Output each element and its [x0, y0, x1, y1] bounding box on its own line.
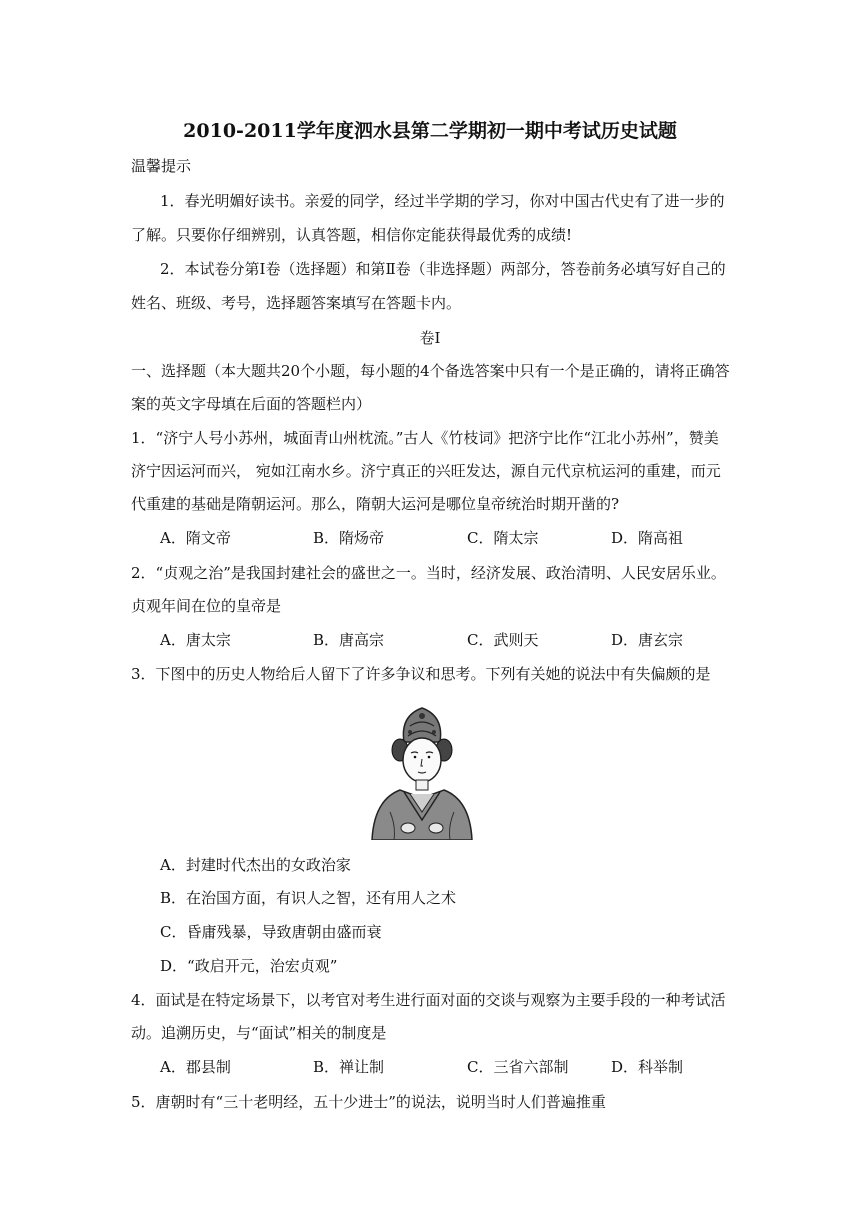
tip-heading: 温馨提示 [131, 157, 192, 175]
q3-option-d: D．“政启开元，治宏贞观” [160, 957, 338, 975]
q2-option-b: B．唐高宗 [313, 631, 385, 649]
section-line-1: 一、选择题（本大题共20个小题，每小题的4个备选答案中只有一个是正确的，请将正确答 [131, 362, 730, 380]
section-line-2: 案的英文字母填在后面的答题栏内） [131, 395, 372, 413]
q2-line-2: 贞观年间在位的皇帝是 [131, 597, 282, 615]
q4-option-b: B．禅让制 [313, 1058, 385, 1076]
q1-option-c: C．隋太宗 [467, 529, 539, 547]
q1-option-b: B．隋炀帝 [313, 529, 385, 547]
tip-item-2-line-2: 姓名、班级、考号，选择题答案填写在答题卡内。 [131, 294, 462, 312]
q4-option-c: C．三省六部制 [467, 1058, 569, 1076]
q4-option-d: D．科举制 [611, 1058, 684, 1076]
q2-option-a: A．唐太宗 [160, 631, 231, 649]
q4-line-2: 动。追溯历史，与“面试”相关的制度是 [131, 1024, 387, 1042]
q2-option-c: C．武则天 [467, 631, 539, 649]
q3-option-a: A．封建时代杰出的女政治家 [160, 856, 351, 874]
q3-line-1: 3．下图中的历史人物给后人留下了许多争议和思考。下列有关她的说法中有失偏颇的是 [131, 665, 711, 683]
q1-option-d: D．隋高祖 [611, 529, 684, 547]
q2-option-d: D．唐玄宗 [611, 631, 684, 649]
q3-option-b: B．在治国方面，有识人之智，还有用人之术 [160, 889, 457, 907]
q4-option-a: A．郡县制 [160, 1058, 231, 1076]
q1-option-a: A．隋文帝 [160, 529, 231, 547]
q5-line-1: 5．唐朝时有“三十老明经，五十少进士”的说法，说明当时人们普遍推重 [131, 1093, 606, 1111]
empress-portrait-image [360, 702, 484, 840]
tip-item-1-line-2: 了解。只要你仔细辨别，认真答题，相信你定能获得最优秀的成绩! [131, 226, 573, 244]
q1-line-3: 代重建的基础是隋朝运河。那么，隋朝大运河是哪位皇帝统治时期开凿的? [131, 495, 620, 513]
q1-line-2: 济宁因运河而兴， 宛如江南水乡。济宁真正的兴旺发达，源自元代京杭运河的重建，而元 [131, 462, 721, 480]
q4-line-1: 4．面试是在特定场景下，以考官对考生进行面对面的交谈与观察为主要手段的一种考试活 [131, 991, 726, 1009]
volume-heading: 卷Ⅰ [419, 329, 441, 347]
q3-option-c: C．昏庸残暴，导致唐朝由盛而衰 [160, 923, 382, 941]
q2-line-1: 2．“贞观之治”是我国封建社会的盛世之一。当时，经济发展、政治清明、人民安居乐业。 [131, 564, 726, 582]
tip-item-2-line-1: 2．本试卷分第Ⅰ卷（选择题）和第Ⅱ卷（非选择题）两部分，答卷前务必填写好自己的 [160, 260, 726, 278]
tip-item-1-line-1: 1．春光明媚好读书。亲爱的同学，经过半学期的学习，你对中国古代史有了进一步的 [160, 192, 725, 210]
page-title: 2010-2011学年度泗水县第二学期初一期中考试历史试题 [183, 120, 677, 142]
q1-line-1: 1．“济宁人号小苏州，城面青山州枕流。”古人《竹枝词》把济宁比作“江北小苏州”，赞美 [131, 429, 719, 447]
